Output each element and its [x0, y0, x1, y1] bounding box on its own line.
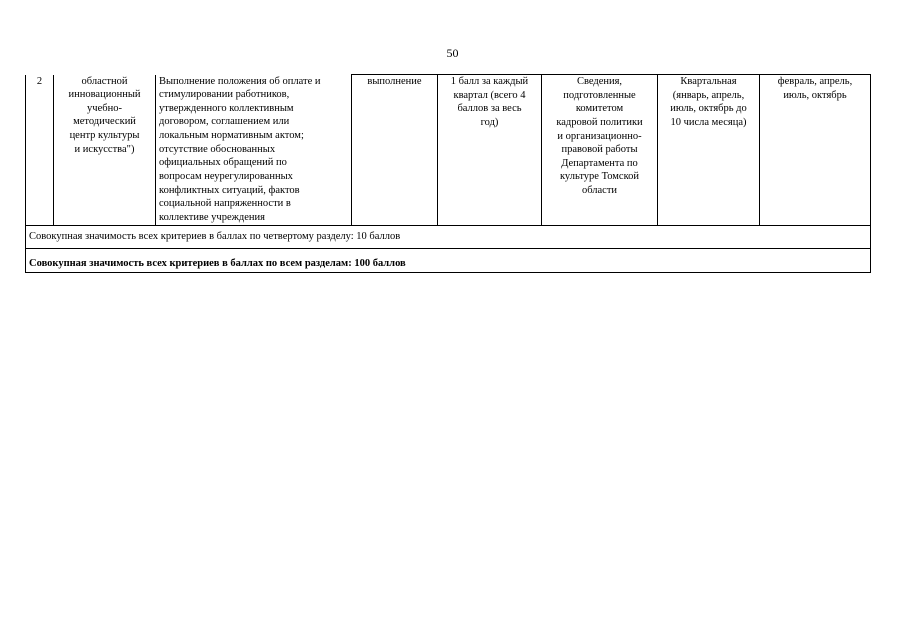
criterion-line: договором, соглашением или — [159, 116, 290, 128]
table-row — [26, 75, 871, 226]
organization-line: учебно- — [87, 102, 122, 114]
section-summary-text: Совокупная значимость всех критериев в баллах по четвертому разделу: 10 баллов — [26, 226, 871, 249]
organization-line: методический — [73, 116, 136, 128]
score-cell — [438, 75, 542, 226]
criterion-cell — [156, 75, 352, 226]
organization-line: центр культуры — [69, 130, 140, 142]
criterion-line: утвержденного коллективным — [159, 102, 294, 114]
criterion-line: коллективе учреждения — [159, 211, 265, 223]
criterion-line: стимулировании работников, — [159, 89, 290, 101]
row-number-cell: 2 — [26, 75, 54, 226]
criteria-table — [25, 74, 871, 273]
deadline-line: февраль, апрель, — [777, 76, 853, 87]
criterion-line: конфликтных ситуаций, фактов — [159, 184, 300, 196]
criterion-line: локальным нормативным актом; — [159, 130, 304, 142]
source-line: Департамента по — [561, 157, 638, 169]
page-number: 50 — [446, 46, 459, 60]
source-cell — [542, 75, 658, 226]
source-line: подготовленные — [563, 89, 636, 101]
organization-line: и искусства") — [74, 143, 135, 155]
score-line: 1 балл за каждый — [450, 76, 529, 87]
criterion-line: социальной напряженности в — [159, 198, 291, 210]
source-line: Сведения, — [576, 76, 623, 87]
periodicity-line: июль, октябрь до — [670, 103, 747, 115]
source-line: комитетом — [575, 103, 624, 115]
score-line: год) — [480, 116, 499, 128]
periodicity-line: (январь, апрель, — [672, 89, 745, 101]
organization-cell — [54, 75, 156, 226]
criterion-line: официальных обращений по — [159, 157, 287, 169]
criterion-line: вопросам неурегулированных — [159, 170, 293, 182]
organization-line: областной — [81, 75, 128, 87]
criterion-line: отсутствие обоснованных — [159, 143, 276, 155]
total-summary-text: Совокупная значимость всех критериев в баллах по всем разделам: 100 баллов — [26, 249, 871, 273]
periodicity-line: Квартальная — [680, 76, 737, 87]
section-summary-row — [26, 226, 871, 249]
source-line: правовой работы — [561, 144, 638, 156]
total-summary-row — [26, 249, 871, 273]
deadline-cell — [760, 75, 871, 226]
source-line: кадровой политики — [556, 116, 643, 128]
criterion-line: Выполнение положения об оплате и — [159, 75, 321, 87]
periodicity-cell — [658, 75, 760, 226]
source-line: области — [581, 185, 618, 197]
score-line: квартал (всего 4 — [453, 89, 526, 101]
periodicity-line: 10 числа месяца) — [670, 116, 747, 128]
deadline-line: июль, октябрь — [783, 89, 847, 101]
source-line: и организационно- — [557, 130, 642, 142]
indicator-cell: выполнение — [352, 75, 438, 226]
source-line: культуре Томской — [559, 171, 640, 183]
organization-line: инновационный — [68, 89, 141, 101]
score-line: баллов за весь — [457, 103, 522, 115]
